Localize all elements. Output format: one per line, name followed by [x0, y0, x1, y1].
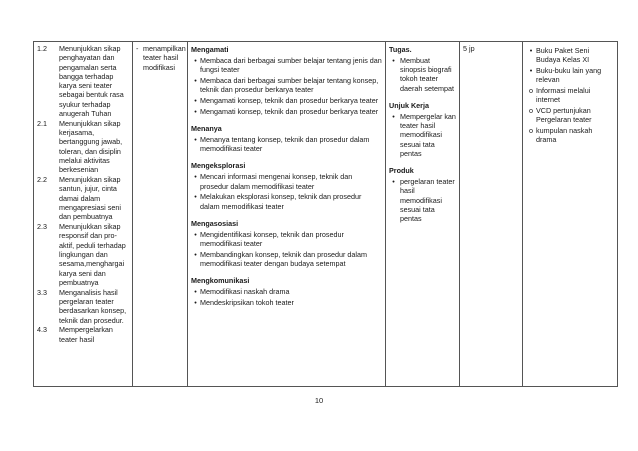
- resource-marker: •: [529, 45, 533, 55]
- assessment-item-text: pergelaran teater hasil memodifikasi sesuai tata pentas: [400, 177, 455, 224]
- activity-item: [191, 96, 382, 105]
- activity-item-text: Melakukan eksplorasi konsep, teknik dan prosedur dalam memodifikasi teater: [200, 192, 362, 211]
- activity-item-text: Mengidentifikasi konsep, teknik dan prosedur memodifikasi teater: [200, 229, 344, 249]
- bullet-icon: •: [194, 249, 197, 259]
- assessment-item: [389, 56, 456, 93]
- resource-item: [526, 126, 614, 145]
- bullet-icon: •: [194, 229, 197, 239]
- bullet-icon: •: [194, 75, 197, 85]
- activity-item-text: Mengamati konsep, teknik dan prosedur berkarya teater: [200, 106, 379, 116]
- activity-item: [191, 192, 382, 211]
- activity-item-text: Memodifikasi naskah drama: [200, 287, 290, 297]
- assessment-section-heading: Tugas.: [389, 45, 412, 54]
- competency-item: [37, 288, 129, 325]
- assessment-item-text: Mempergelar kan teater hasil memodifikasi sesuai tata pentas: [400, 111, 456, 158]
- resource-text: Buku-buku lain yang relevan: [536, 65, 602, 84]
- competency-number: 2.3: [37, 222, 47, 232]
- competency-text: Menunjukkan sikap penghayatan dan pengamalan serta bangga terhadap karya seni teater sebagai bentuk rasa syukur terhadap anugerah Tuhan: [59, 44, 124, 119]
- activity-section-heading: Mengkomunikasi: [191, 276, 250, 286]
- bullet-icon: •: [194, 287, 197, 297]
- competency-text: Mempergelarkan teater hasil: [59, 325, 113, 344]
- competency-number: 4.3: [37, 325, 47, 335]
- competency-number: 2.1: [37, 118, 47, 128]
- page-number: 10: [314, 396, 324, 405]
- material-text: menampilkan teater hasil modifikasi: [143, 44, 186, 72]
- material-list: [136, 44, 184, 72]
- activity-item: [191, 287, 382, 296]
- bullet-icon: •: [194, 95, 197, 105]
- resource-item: [526, 46, 614, 65]
- activity-item: [191, 298, 382, 307]
- activity-item: [191, 76, 382, 95]
- bullet-icon: •: [194, 106, 197, 116]
- competency-number: 3.3: [37, 287, 47, 297]
- activity-section-heading: Mengasosiasi: [191, 218, 239, 228]
- assessment-item: [389, 112, 456, 158]
- resource-marker: o: [529, 105, 533, 115]
- competency-list: [37, 44, 129, 344]
- activity-item-text: Membandingkan konsep, teknik dan prosedur dalam memodifikasi teater dengan budaya setempat: [200, 249, 368, 269]
- bullet-icon: •: [392, 55, 395, 65]
- activity-item-text: Mengamati konsep, teknik dan prosedur berkarya teater: [200, 95, 379, 105]
- assessment-section-heading: Unjuk Kerja: [389, 100, 429, 110]
- activity-item-text: Membaca dari berbagai sumber belajar tentang konsep, teknik dan prosedur berkarya teater: [200, 75, 379, 95]
- activity-item: [191, 250, 382, 269]
- activity-section-heading: Mengamati: [191, 45, 229, 54]
- resources-list: [526, 46, 614, 145]
- bullet-icon: •: [392, 111, 395, 121]
- bullet-icon: •: [194, 55, 197, 65]
- competency-cell: [34, 42, 133, 387]
- assessment-sections: [389, 45, 456, 224]
- competency-text: Menunjukkan sikap kerjasama, bertanggung jawab, toleran, dan disiplin melalui aktivitas berkesenian: [59, 118, 123, 175]
- competency-number: 1.2: [37, 44, 47, 53]
- assessment-item: [389, 177, 456, 223]
- resource-text: Informasi melalui internet: [536, 85, 591, 104]
- assessment-section-heading: Produk: [389, 166, 414, 176]
- activity-item: [191, 230, 382, 249]
- syllabus-table: [33, 41, 618, 387]
- competency-item: [37, 325, 129, 344]
- resource-text: VCD pertunjukan Pergelaran teater: [536, 105, 592, 125]
- resource-text: kumpulan naskah drama: [536, 125, 593, 145]
- competency-item: [37, 119, 129, 175]
- bullet-icon: •: [194, 134, 197, 144]
- bullet-icon: •: [194, 172, 197, 182]
- activity-sections: [191, 45, 382, 307]
- competency-number: 2.2: [37, 175, 47, 185]
- activity-item-text: Mendeskripsikan tokoh teater: [200, 298, 294, 308]
- material-cell: [133, 42, 188, 387]
- competency-text: Menunjukkan sikap santun, jujur, cinta damai dalam mengapresiasi seni dan pembuatnya: [59, 175, 121, 222]
- competency-item: [37, 222, 129, 287]
- assessment-cell: [386, 42, 460, 387]
- resource-marker: o: [529, 125, 533, 135]
- activity-item-text: Mencari informasi mengenai konsep, teknik dan prosedur dalam memodifikasi teater: [200, 172, 353, 191]
- resource-text: Buku Paket Seni Budaya Kelas XI: [536, 45, 590, 64]
- activity-cell: [188, 42, 386, 387]
- activity-item-text: Menanya tentang konsep, teknik dan prosedur dalam memodifikasi teater: [200, 134, 370, 154]
- activity-item: [191, 135, 382, 154]
- resource-marker: o: [529, 85, 533, 95]
- bullet-icon: •: [392, 177, 395, 187]
- activity-section-heading: Menanya: [191, 124, 222, 134]
- bullet-icon: •: [194, 192, 197, 202]
- competency-item: [37, 175, 129, 221]
- resource-item: [526, 66, 614, 85]
- activity-section-heading: Mengeksplorasi: [191, 161, 246, 171]
- resource-marker: •: [529, 65, 533, 75]
- resources-cell: [523, 42, 618, 387]
- activity-item: [191, 56, 382, 75]
- activity-item: [191, 107, 382, 116]
- competency-text: Menganalisis hasil pergelaran teater berdasarkan konsep, teknik dan prosedur.: [59, 287, 127, 325]
- time-allocation: 5 jp: [463, 44, 475, 53]
- resource-item: [526, 86, 614, 105]
- resource-item: [526, 106, 614, 125]
- bullet-icon: •: [194, 298, 197, 308]
- material-item: [136, 44, 184, 72]
- time-allocation-cell: [460, 42, 523, 387]
- competency-text: Menunjukkan sikap responsif dan pro-aktif, peduli terhadap lingkungan dan sesama,menghargai karya seni dan pembuatnya: [59, 222, 126, 287]
- competency-item: [37, 44, 129, 118]
- activity-item: [191, 172, 382, 191]
- activity-item-text: Membaca dari berbagai sumber belajar tentang jenis dan fungsi teater: [200, 55, 382, 75]
- table-row: [34, 42, 618, 387]
- dash-marker: -: [136, 44, 139, 53]
- assessment-item-text: Membuat sinopsis biografi tokoh teater daerah setempat: [400, 55, 454, 93]
